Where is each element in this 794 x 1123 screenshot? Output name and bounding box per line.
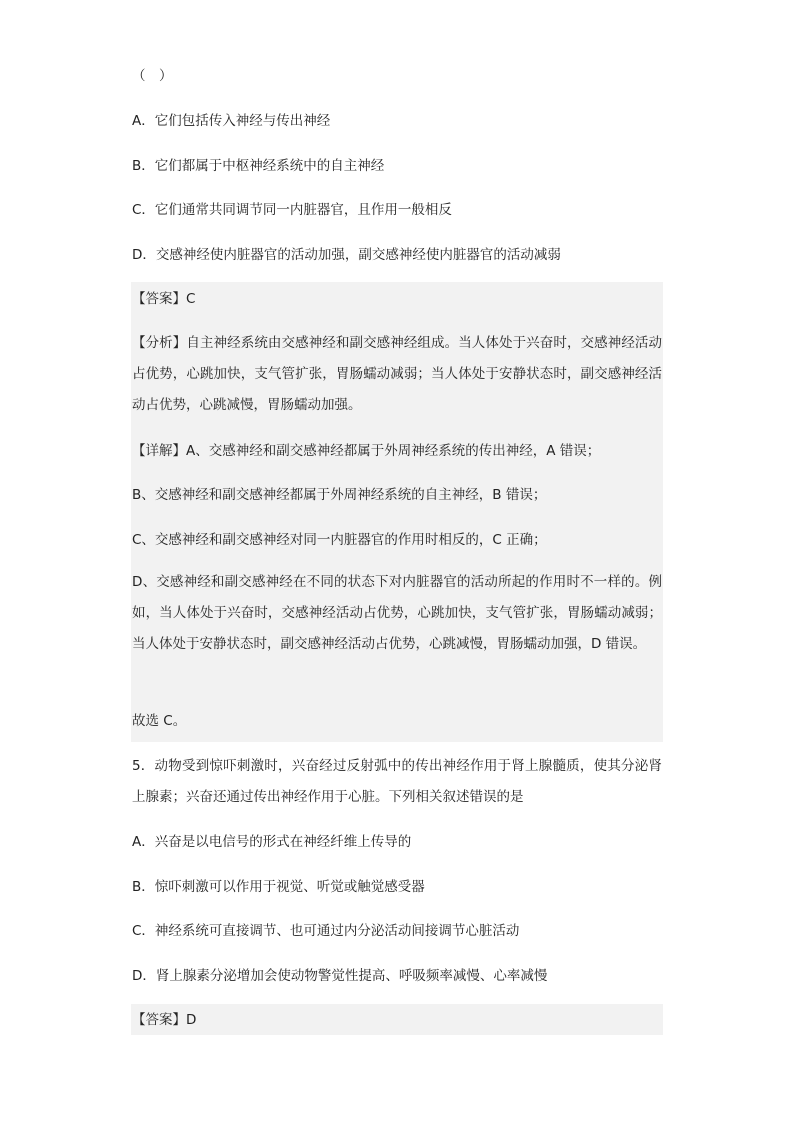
q5-solution-block [131,1004,663,1035]
q5-option-a: A．兴奋是以电信号的形式在神经纤维上传导的 [132,834,412,850]
q5-stem: 5．动物受到惊吓刺激时，兴奋经过反射弧中的传出神经作用于肾上腺髓质，使其分泌肾上腺素；兴奋还通过传出神经作用于心脏。下列相关叙述错误的是 [132,758,662,805]
q5-answer: 【答案】D [132,1012,197,1028]
q4-detail-d: D、交感神经和副交感神经在不同的状态下对内脏器官的活动所起的作用时不一样的。例如，当人体处于兴奋时，交感神经活动占优势，心跳加快，支气管扩张，胃肠蠕动减弱；当人体处于安静状态时，副交感神经活动占优势，心跳减慢，胃肠蠕动加强，D 错误。 [132,574,662,652]
q4-detail-b: B、交感神经和副交感神经都属于外周神经系统的自主神经，B 错误； [132,487,547,503]
q5-option-d: D．肾上腺素分泌增加会使动物警觉性提高、呼吸频率减慢、心率减慢 [132,968,548,984]
q4-paren: （ ） [132,68,173,84]
q5-option-c: C．神经系统可直接调节、也可通过内分泌活动间接调节心脏活动 [132,923,520,939]
q4-option-d: D．交感神经使内脏器官的活动加强，副交感神经使内脏器官的活动减弱 [132,247,561,263]
q4-option-b: B．它们都属于中枢神经系统中的自主神经 [132,158,385,174]
q4-answer: 【答案】C [132,291,196,307]
q4-option-c: C．它们通常共同调节同一内脏器官，且作用一般相反 [132,202,452,218]
q5-option-b: B．惊吓刺激可以作用于视觉、听觉或触觉感受器 [132,879,425,895]
q4-analysis: 【分析】自主神经系统由交感神经和副交感神经组成。当人体处于兴奋时，交感神经活动占优势，心跳加快，支气管扩张，胃肠蠕动减弱；当人体处于安静状态时，副交感神经活动占优势，心跳减慢，胃肠蠕动加强。 [132,335,662,413]
q4-option-a: A．它们包括传入神经与传出神经 [132,113,331,129]
q4-conclusion: 故选 C。 [132,713,187,729]
q4-detail-a: 【详解】A、交感神经和副交感神经都属于外周神经系统的传出神经，A 错误； [132,443,601,459]
q4-detail-c: C、交感神经和副交感神经对同一内脏器官的作用时相反的，C 正确； [132,532,547,548]
